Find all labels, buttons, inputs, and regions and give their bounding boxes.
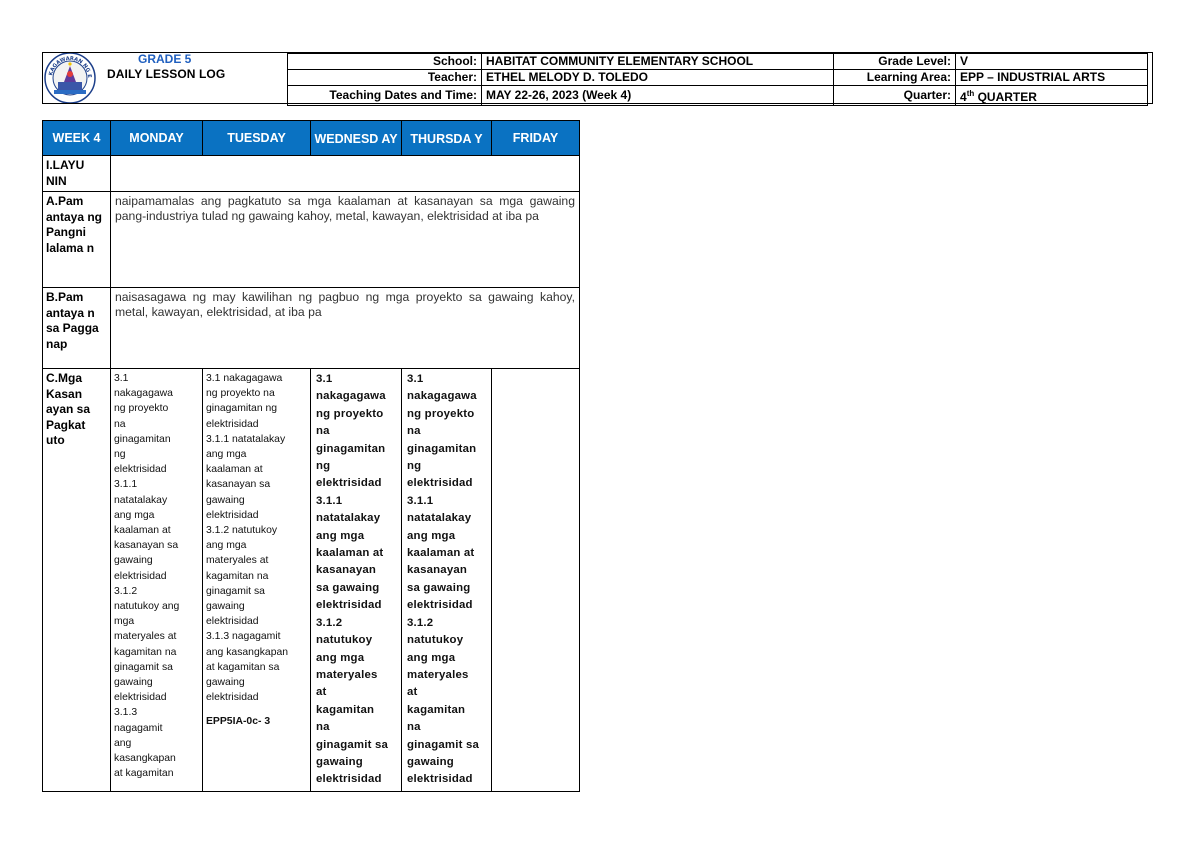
teacher-value: ETHEL MELODY D. TOLEDO xyxy=(482,70,834,86)
cell-line: elektrisidad xyxy=(407,477,473,490)
quarter-value xyxy=(956,86,1148,106)
cell-line: 3.1.3 xyxy=(114,707,138,719)
header-wednesday: WEDNESD AY xyxy=(311,121,402,156)
cell-line: nakagagawa xyxy=(114,388,173,400)
cell-line: 3.1 xyxy=(316,373,333,385)
cell-line: elektrisidad xyxy=(206,418,259,430)
cell-line: elektrisidad xyxy=(206,509,259,521)
quarter-word: QUARTER xyxy=(974,90,1037,104)
cell-line: elektrisidad xyxy=(407,599,473,612)
learning-area-value: EPP – INDUSTRIAL ARTS xyxy=(956,70,1148,86)
header-row-school xyxy=(288,54,1148,70)
cell-line: ng xyxy=(114,449,126,461)
cell-line: ang mga xyxy=(316,651,365,664)
cell-line: at xyxy=(407,686,418,699)
cell-line: sa gawaing xyxy=(316,581,380,594)
cell-line: gawaing xyxy=(206,677,245,689)
header-week: WEEK 4 xyxy=(43,121,111,156)
kasanayan-label: C.Mga Kasan ayan sa Pagkat uto xyxy=(43,369,111,792)
cell-line: elektrisidad xyxy=(316,773,382,786)
cell-line: ng proyekto xyxy=(114,403,169,415)
cell-line: 3.1.1 xyxy=(114,479,138,491)
cell-line: 3.1 xyxy=(114,373,129,384)
header-monday: MONDAY xyxy=(111,121,203,156)
cell-line: 3.1.2 xyxy=(316,616,343,629)
cell-line: 3.1.2 xyxy=(407,616,434,629)
cell-line: kaalaman at xyxy=(407,547,475,560)
cell-line: at xyxy=(316,686,327,699)
cell-line: natatalakay xyxy=(114,494,168,506)
deped-seal-logo xyxy=(44,52,96,104)
cell-line: 3.1.1 xyxy=(407,494,434,507)
cell-line: ginagamit sa xyxy=(407,738,480,751)
cell-line: gawaing xyxy=(206,494,245,506)
cell-line: kasanayan xyxy=(407,564,468,577)
cell-line: elektrisidad xyxy=(316,477,382,490)
kasanayan-monday xyxy=(111,369,203,792)
cell-line: ginagamitan xyxy=(114,433,171,445)
teaching-dates-label: Teaching Dates and Time: xyxy=(288,86,482,106)
cell-line: ng xyxy=(407,460,422,473)
cell-line: at kagamitan xyxy=(114,768,174,780)
cell-line: natutukoy xyxy=(407,634,464,647)
kasanayan-tuesday xyxy=(203,369,311,792)
quarter-number: 4 xyxy=(960,90,967,104)
cell-line: nakagagawa xyxy=(407,390,477,403)
cell-line: ginagamit sa xyxy=(114,661,173,673)
cell-line: ang mga xyxy=(206,540,247,552)
cell-line: 3.1.1 xyxy=(316,494,343,507)
header-thursday: THURSDA Y xyxy=(402,121,492,156)
cell-line: ginagamitan xyxy=(407,442,477,455)
cell-line: natutukoy xyxy=(316,634,373,647)
header-border-right xyxy=(1152,52,1153,103)
cell-line: sa gawaing xyxy=(407,581,471,594)
cell-line: kagamitan xyxy=(407,703,466,716)
row-layunin xyxy=(43,156,580,192)
cell-line: gawaing xyxy=(206,601,245,613)
cell-line: ng proyekto na xyxy=(206,388,275,400)
cell-line: kasangkapan xyxy=(114,753,176,765)
cell-line: ng xyxy=(316,460,331,473)
kasanayan-tuesday-lines xyxy=(206,371,307,705)
cell-line: materyales at xyxy=(206,555,269,567)
table-header-row xyxy=(43,121,580,156)
cell-line: nakagagawa xyxy=(316,390,386,403)
header-friday: FRIDAY xyxy=(492,121,580,156)
cell-line: ang mga xyxy=(114,509,155,521)
cell-line: mga xyxy=(114,616,135,628)
cell-line: gawaing xyxy=(114,555,153,567)
cell-line: ng proyekto xyxy=(407,407,475,420)
grade-level-label: Grade Level: xyxy=(834,54,956,70)
cell-line: ang mga xyxy=(206,449,247,461)
header-info-table xyxy=(287,53,1148,106)
teacher-label: Teacher: xyxy=(288,70,482,86)
cell-line: ang mga xyxy=(407,529,456,542)
cell-line: elektrisidad xyxy=(316,599,382,612)
cell-line: elektrisidad xyxy=(407,773,473,786)
school-label: School: xyxy=(288,54,482,70)
kasanayan-friday xyxy=(492,369,580,792)
cell-line: elektrisidad xyxy=(206,616,259,628)
kasanayan-wednesday xyxy=(311,369,402,792)
competency-code: EPP5IA-0c- 3 xyxy=(206,716,271,728)
row-pamantayan-pangnilalaman xyxy=(43,192,580,288)
lesson-log-table xyxy=(42,120,580,792)
cell-line: 3.1.2 xyxy=(114,585,138,597)
cell-line: elektrisidad xyxy=(114,692,167,704)
cell-line: kaalaman at xyxy=(316,547,384,560)
cell-line: natatalakay xyxy=(407,512,472,525)
pamantayan-pagganap-text: naisasagawa ng may kawilihan ng pagbuo ng mga proyekto sa gawaing kahoy, metal, kawayan, elektrisidad, at iba pa xyxy=(111,288,580,369)
cell-line: ng proyekto xyxy=(316,407,384,420)
cell-line: na xyxy=(316,425,330,438)
row-pamantayan-pagganap xyxy=(43,288,580,369)
header-row-teacher xyxy=(288,70,1148,86)
cell-line: ginagamitan xyxy=(316,442,386,455)
pamantayan-pagganap-label: B.Pam antaya n sa Pagga nap xyxy=(43,288,111,369)
kasanayan-thursday xyxy=(402,369,492,792)
cell-line: na xyxy=(114,418,126,430)
cell-line: na xyxy=(407,425,421,438)
cell-line: kasanayan sa xyxy=(206,479,271,491)
row-kasanayan xyxy=(43,369,580,792)
cell-line: ginagamit sa xyxy=(316,738,389,751)
cell-line: kagamitan na xyxy=(206,570,269,582)
cell-line: materyales xyxy=(407,668,469,681)
cell-line: ang mga xyxy=(407,651,456,664)
cell-line: kagamitan xyxy=(316,703,375,716)
cell-line: 3.1.2 natutukoy xyxy=(206,525,278,537)
cell-line: 3.1.3 nagagamit xyxy=(206,631,281,643)
cell-line: ang mga xyxy=(316,529,365,542)
cell-line: gawaing xyxy=(407,755,454,768)
teaching-dates-value: MAY 22-26, 2023 (Week 4) xyxy=(482,86,834,106)
cell-line: na xyxy=(407,721,421,734)
cell-line: gawaing xyxy=(114,677,153,689)
header-border-left xyxy=(42,52,43,103)
cell-line: elektrisidad xyxy=(114,570,167,582)
cell-line: at kagamitan sa xyxy=(206,661,280,673)
pamantayan-pangnilalaman-label: A.Pam antaya ng Pangni lalama n xyxy=(43,192,111,288)
header-tuesday: TUESDAY xyxy=(203,121,311,156)
cell-line: ang xyxy=(114,737,132,749)
cell-line: natatalakay xyxy=(316,512,381,525)
grade-title: GRADE 5 xyxy=(138,52,192,66)
cell-line: kagamitan na xyxy=(114,646,177,658)
cell-line: ginagamit sa xyxy=(206,585,265,597)
cell-line: na xyxy=(316,721,330,734)
header-row-dates xyxy=(288,86,1148,106)
cell-line: gawaing xyxy=(316,755,363,768)
cell-line: elektrisidad xyxy=(114,464,167,476)
cell-line: nagagamit xyxy=(114,722,163,734)
cell-line: kaalaman at xyxy=(114,525,171,537)
layunin-label: I.LAYU NIN xyxy=(43,156,111,192)
cell-line: ang kasangkapan xyxy=(206,646,289,658)
daily-lesson-log-title: DAILY LESSON LOG xyxy=(107,67,226,81)
cell-line: ginagamitan ng xyxy=(206,403,278,415)
cell-line: kaalaman at xyxy=(206,464,263,476)
cell-line: 3.1.1 natatalakay xyxy=(206,433,286,445)
quarter-suffix: th xyxy=(966,89,975,98)
layunin-content xyxy=(111,156,580,192)
cell-line: natutukoy ang xyxy=(114,601,180,613)
svg-text:KAGAWARAN NG EDUKASYON: KAGAWARAN NG E xyxy=(48,55,93,79)
quarter-label: Quarter: xyxy=(834,86,956,106)
cell-line: materyales xyxy=(316,668,378,681)
cell-line: elektrisidad xyxy=(206,692,259,704)
pamantayan-pangnilalaman-text: naipamamalas ang pagkatuto sa mga kaalaman at kasanayan sa mga gawaing pang-industriya tulad ng gawaing kahoy, metal, kawayan, elektrisidad at iba pa xyxy=(111,192,580,288)
grade-level-value: V xyxy=(956,54,1148,70)
learning-area-label: Learning Area: xyxy=(834,70,956,86)
cell-line: kasanayan xyxy=(316,564,377,577)
cell-line: 3.1 xyxy=(407,373,424,385)
cell-line: materyales at xyxy=(114,631,177,643)
school-value: HABITAT COMMUNITY ELEMENTARY SCHOOL xyxy=(482,54,834,70)
cell-line: kasanayan sa xyxy=(114,540,179,552)
cell-line: 3.1 nakagagawa xyxy=(206,373,283,384)
